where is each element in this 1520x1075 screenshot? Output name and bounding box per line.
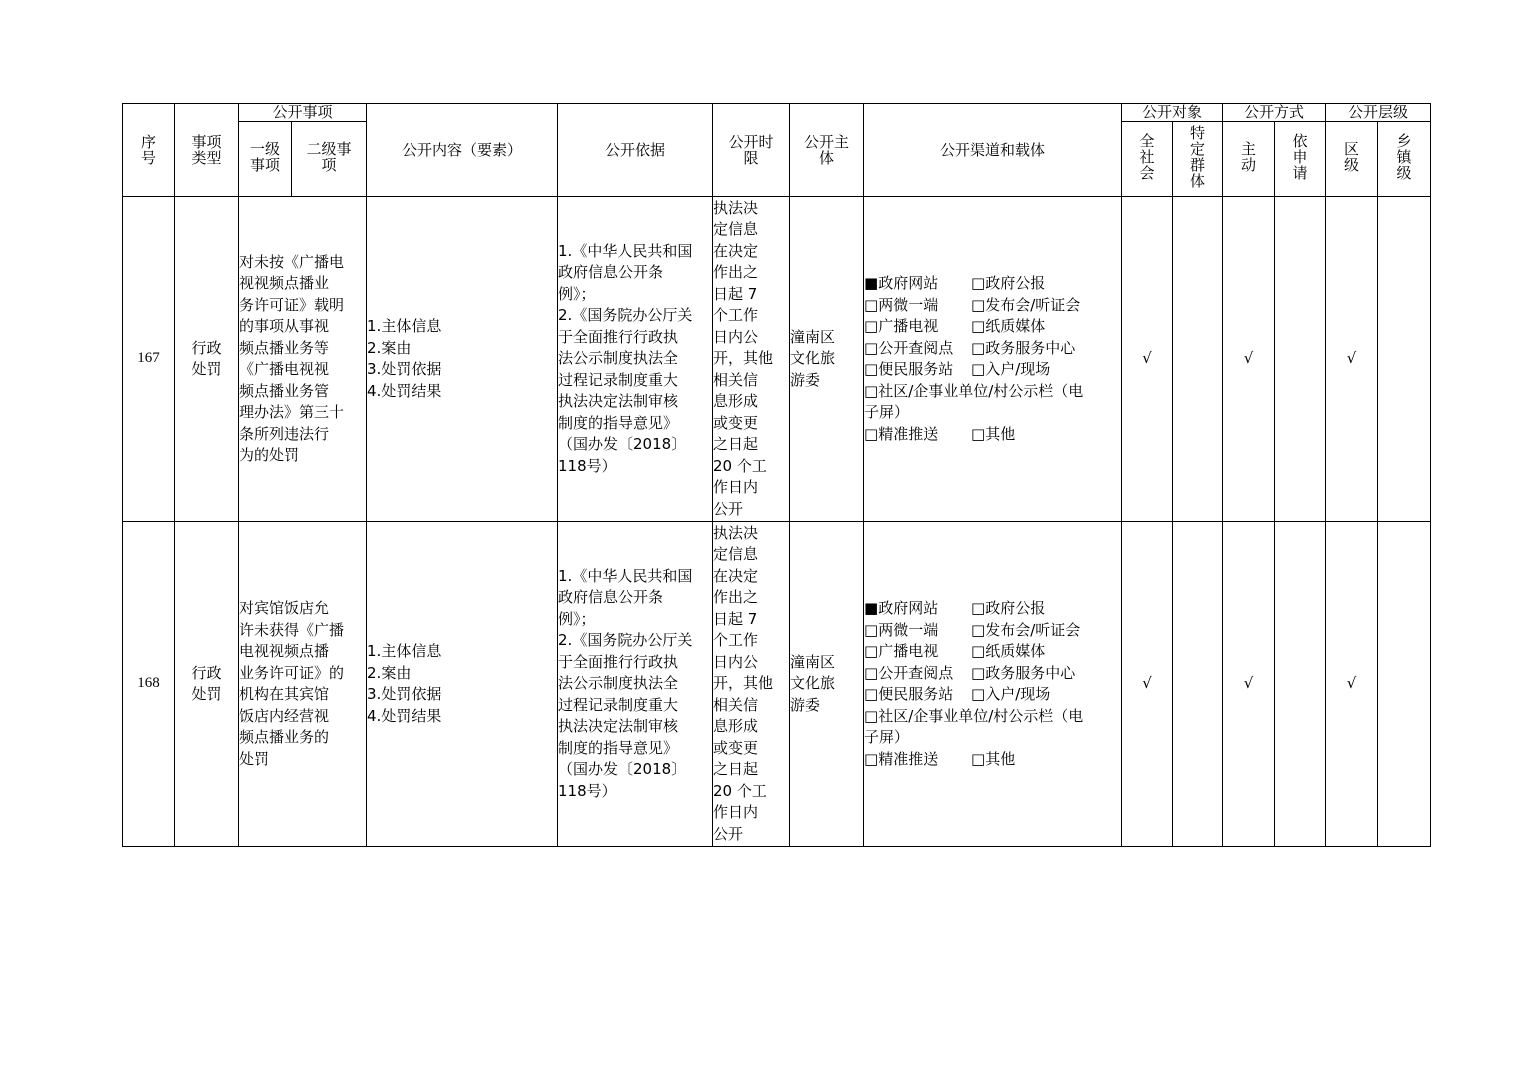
cell-target-specific (1173, 197, 1223, 522)
cell-line: 业务许可证》的 (239, 663, 345, 682)
cell-line: 在决定 (713, 241, 759, 260)
cell-method-active: √ (1223, 522, 1275, 847)
header-deadline-text: 公开时 限 (728, 132, 774, 167)
cell-method-active: √ (1223, 197, 1275, 522)
cell-line: 处罚 (191, 685, 222, 703)
header-seq (123, 104, 175, 197)
cell-deadline (713, 197, 790, 522)
header-type-text: 事项 类型 (191, 132, 222, 167)
cell-line: 日内公 (713, 652, 759, 671)
channel-option: □公开查阅点 (864, 338, 954, 357)
cell-line: 1.主体信息 (367, 642, 442, 660)
cell-line: 个工作 (713, 306, 759, 325)
cell-line: 法公示制度执法全 (558, 674, 679, 693)
cell-line: 《广播电视视 (239, 360, 330, 378)
cell-type (175, 522, 239, 847)
channel-option: 子屏） (864, 403, 910, 421)
channel-line (864, 663, 1121, 685)
cell-line: 频点播业务管 (239, 381, 330, 400)
cell-level-township (1378, 522, 1431, 847)
channel-line (864, 727, 1121, 749)
cell-line: 于全面推行行政执 (558, 327, 679, 346)
cell-line: 之日起 (713, 760, 759, 779)
cell-target-all: √ (1122, 522, 1173, 847)
cell-line: 相关信 (713, 695, 759, 714)
channel-option: □两微一端 (864, 620, 939, 639)
cell-channels (864, 197, 1122, 522)
table-row (123, 522, 1431, 847)
cell-line: 20 个工 (713, 781, 767, 800)
channel-option: □社区/企事业单位/村公示栏（电 (864, 381, 1084, 400)
cell-line: 1.主体信息 (367, 317, 442, 335)
cell-line: 定信息 (713, 220, 759, 239)
cell-line: 日内公 (713, 327, 759, 346)
cell-line: 1.《中华人民共和国 (558, 566, 693, 585)
cell-line: 2.《国务院办公厅关 (558, 306, 693, 325)
channel-option: □便民服务站 (864, 685, 954, 703)
channel-option: □其他 (971, 424, 1016, 443)
header-basis: 公开依据 (558, 104, 713, 197)
cell-line: 文化旅 (790, 349, 836, 368)
header-method-active (1223, 122, 1275, 197)
channel-option: □政府公报 (971, 599, 1046, 617)
cell-method-request (1275, 522, 1326, 847)
channel-option: □政务服务中心 (971, 338, 1076, 357)
header-level2 (292, 122, 367, 197)
header-target-specific-text: 特 定 群 体 (1190, 124, 1206, 191)
cell-line: 或变更 (713, 413, 759, 432)
cell-line: 为的处罚 (239, 446, 300, 464)
cell-line: 公开 (713, 824, 744, 843)
cell-line: 许未获得《广播 (239, 620, 345, 639)
channel-option: 子屏） (864, 728, 910, 746)
channel-option: □精准推送 (864, 424, 939, 443)
cell-line: 息形成 (713, 717, 759, 736)
header-level1-text: 一级 事项 (249, 140, 280, 175)
cell-line: 潼南区 (790, 652, 836, 671)
header-method-group: 公开方式 (1223, 104, 1326, 122)
cell-line: 制度的指导意见》 (558, 738, 679, 757)
channel-option: ■政府网站 (864, 599, 939, 617)
cell-content (367, 522, 558, 847)
channel-option: □纸质媒体 (971, 642, 1046, 660)
cell-line: 频点播业务的 (239, 728, 330, 746)
channel-line (864, 402, 1121, 424)
channel-option: □其他 (971, 749, 1016, 768)
cell-line: 行政 (191, 663, 222, 682)
cell-line: 处罚 (239, 749, 270, 768)
header-subject (790, 104, 864, 197)
cell-line: 息形成 (713, 392, 759, 411)
cell-line: 定信息 (713, 545, 759, 564)
cell-line: 3.处罚依据 (367, 685, 442, 703)
channel-option: □政务服务中心 (971, 663, 1076, 682)
table-row (123, 197, 1431, 522)
cell-line: 2.案由 (367, 338, 412, 357)
cell-target-specific (1173, 522, 1223, 847)
cell-matter (239, 197, 367, 522)
cell-line: 作日内 (713, 803, 759, 822)
header-method-request-text: 依 申 请 (1292, 132, 1308, 183)
header-level-district (1326, 122, 1378, 197)
cell-line: 执法决 (713, 523, 759, 542)
cell-line: 于全面推行行政执 (558, 652, 679, 671)
channel-line (864, 706, 1121, 728)
cell-level-district: √ (1326, 197, 1378, 522)
cell-line: 在决定 (713, 566, 759, 585)
cell-line: 开，其他 (713, 349, 774, 368)
cell-line: 行政 (191, 338, 222, 357)
header-content: 公开内容（要素） (367, 104, 558, 197)
header-level-group: 公开层级 (1326, 104, 1431, 122)
header-method-request (1275, 122, 1326, 197)
channel-option: □入户/现场 (971, 685, 1051, 703)
cell-line: 的事项从事视 (239, 317, 330, 335)
cell-line: 政府信息公开条 (558, 263, 664, 282)
cell-line: 游委 (790, 695, 821, 714)
channel-line (864, 359, 1121, 381)
cell-line: 日起 7 (713, 609, 758, 628)
cell-line: 作日内 (713, 478, 759, 497)
channel-line (864, 598, 1121, 620)
cell-line: 20 个工 (713, 456, 767, 475)
cell-line: 之日起 (713, 435, 759, 454)
cell-line: 机构在其宾馆 (239, 685, 330, 703)
header-deadline (713, 104, 790, 197)
cell-line: 2.案由 (367, 663, 412, 682)
cell-line: 文化旅 (790, 674, 836, 693)
channel-line (864, 381, 1121, 403)
channel-option: □政府公报 (971, 274, 1046, 292)
cell-line: 潼南区 (790, 327, 836, 346)
cell-level-district: √ (1326, 522, 1378, 847)
channel-option: □广播电视 (864, 642, 939, 660)
cell-line: 相关信 (713, 370, 759, 389)
channel-line (864, 424, 1121, 446)
cell-line: 作出之 (713, 588, 759, 607)
cell-line: 游委 (790, 370, 821, 389)
channel-option: □两微一端 (864, 295, 939, 314)
cell-line: 执法决定法制审核 (558, 392, 679, 411)
channel-option: □纸质媒体 (971, 317, 1046, 335)
cell-line: 或变更 (713, 738, 759, 757)
channel-line (864, 749, 1121, 771)
cell-basis (558, 197, 713, 522)
cell-line: 对未按《广播电 (239, 252, 345, 271)
cell-channels (864, 522, 1122, 847)
header-level-township (1378, 122, 1431, 197)
header-target-group: 公开对象 (1122, 104, 1223, 122)
channel-option: □广播电视 (864, 317, 939, 335)
cell-line: 制度的指导意见》 (558, 413, 679, 432)
cell-target-all: √ (1122, 197, 1173, 522)
header-level-district-text: 区 级 (1344, 140, 1360, 175)
cell-seq: 167 (123, 197, 175, 522)
cell-line: 3.处罚依据 (367, 360, 442, 378)
channel-option: □发布会/听证会 (971, 620, 1081, 639)
cell-method-request (1275, 197, 1326, 522)
header-matter-group: 公开事项 (239, 104, 367, 122)
cell-line: （国办发〔2018〕 (558, 435, 687, 454)
cell-line: 对宾馆饭店允 (239, 599, 330, 617)
cell-line: 公开 (713, 499, 744, 518)
channel-line (864, 684, 1121, 706)
cell-subject (790, 522, 864, 847)
cell-basis (558, 522, 713, 847)
cell-line: （国办发〔2018〕 (558, 760, 687, 779)
channel-line (864, 316, 1121, 338)
cell-line: 例》； (558, 284, 596, 303)
cell-line: 开，其他 (713, 674, 774, 693)
cell-line: 务许可证》载明 (239, 295, 345, 314)
cell-line: 饭店内经营视 (239, 706, 330, 725)
channel-line (864, 295, 1121, 317)
channel-line (864, 273, 1121, 295)
cell-level-township (1378, 197, 1431, 522)
cell-line: 频点播业务等 (239, 338, 330, 357)
header-subject-text: 公开主 体 (804, 132, 850, 167)
cell-line: 1.《中华人民共和国 (558, 241, 693, 260)
cell-line: 118号） (558, 781, 617, 800)
channel-option: □便民服务站 (864, 360, 954, 378)
cell-line: 视视频点播业 (239, 274, 330, 292)
cell-line: 作出之 (713, 263, 759, 282)
header-target-specific (1173, 122, 1223, 197)
header-seq-text: 序 号 (140, 132, 156, 167)
cell-content (367, 197, 558, 522)
cell-line: 处罚 (191, 360, 222, 378)
header-level-township-text: 乡 镇 级 (1396, 132, 1412, 183)
cell-line: 2.《国务院办公厅关 (558, 631, 693, 650)
disclosure-table (122, 103, 1431, 847)
channel-line (864, 620, 1121, 642)
channel-option: ■政府网站 (864, 274, 939, 292)
cell-line: 条所列违法行 (239, 424, 330, 443)
cell-type (175, 197, 239, 522)
cell-line: 政府信息公开条 (558, 588, 664, 607)
cell-line: 电视视频点播 (239, 642, 330, 660)
cell-matter (239, 522, 367, 847)
cell-seq: 168 (123, 522, 175, 847)
header-target-all (1122, 122, 1173, 197)
channel-option: □精准推送 (864, 749, 939, 768)
cell-line: 执法决 (713, 198, 759, 217)
header-type (175, 104, 239, 197)
channel-line (864, 338, 1121, 360)
cell-line: 理办法》第三十 (239, 403, 345, 421)
cell-line: 日起 7 (713, 284, 758, 303)
cell-line: 4.处罚结果 (367, 706, 442, 725)
cell-line: 个工作 (713, 631, 759, 650)
channel-option: □公开查阅点 (864, 663, 954, 682)
cell-line: 例》； (558, 609, 596, 628)
header-level1 (239, 122, 292, 197)
cell-line: 118号） (558, 456, 617, 475)
cell-subject (790, 197, 864, 522)
cell-line: 过程记录制度重大 (558, 370, 679, 389)
header-target-all-text: 全 社 会 (1139, 132, 1155, 183)
cell-line: 过程记录制度重大 (558, 695, 679, 714)
channel-line (864, 641, 1121, 663)
channel-option: □社区/企事业单位/村公示栏（电 (864, 706, 1084, 725)
cell-line: 4.处罚结果 (367, 381, 442, 400)
cell-line: 执法决定法制审核 (558, 717, 679, 736)
header-channels: 公开渠道和载体 (864, 104, 1122, 197)
cell-line: 法公示制度执法全 (558, 349, 679, 368)
cell-deadline (713, 522, 790, 847)
header-level2-text: 二级事 项 (306, 140, 352, 175)
channel-option: □入户/现场 (971, 360, 1051, 378)
header-method-active-text: 主 动 (1241, 140, 1257, 175)
channel-option: □发布会/听证会 (971, 295, 1081, 314)
